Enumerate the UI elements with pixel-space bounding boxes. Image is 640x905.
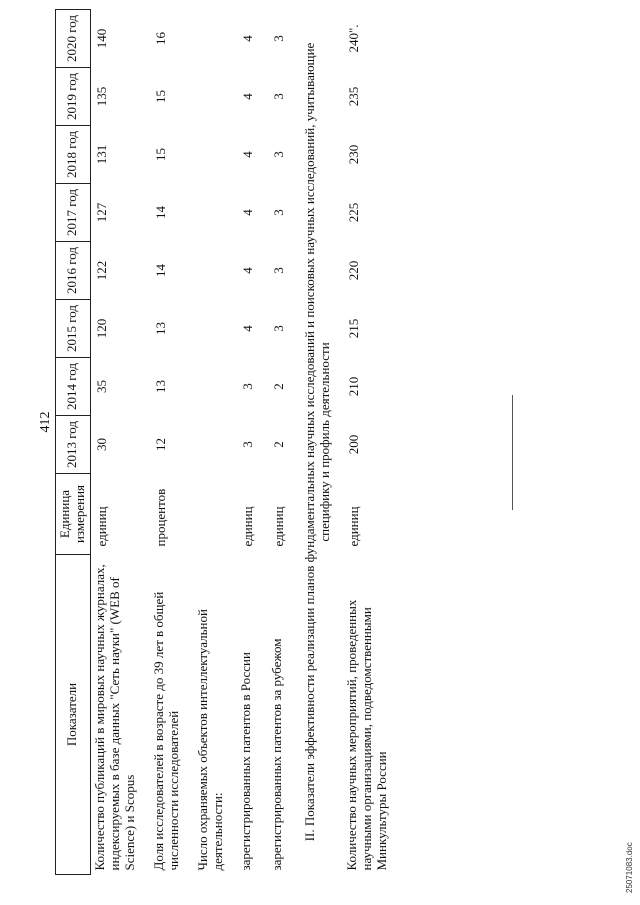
row-label: Количество научных мероприятий, проведенных научными организациями, подведомственными Минкультуры России (344, 599, 390, 871)
header-year-2017: 2017 год (56, 184, 91, 242)
table-header-row (56, 10, 91, 875)
cell-value: 140 (93, 28, 109, 49)
table-row (150, 10, 194, 875)
row-label: зарегистрированных патентов за рубежом (269, 638, 285, 871)
cell-value: 225 (346, 202, 362, 223)
cell-value: 12 (152, 438, 168, 451)
table-row (90, 10, 149, 875)
cell-value (194, 126, 238, 184)
cell-value: 3 (240, 441, 256, 448)
cell-value: 3 (271, 209, 287, 216)
row-unit: единиц (240, 506, 256, 547)
cell-value: 2 (271, 441, 287, 448)
table-row (194, 10, 238, 875)
row-unit: единиц (93, 506, 109, 547)
page-number: 412 (38, 411, 53, 433)
row-label: Число охраняемых объектов интеллектуальной деятельности: (194, 609, 225, 871)
header-year-2020: 2020 год (56, 10, 91, 68)
cell-value: 4 (240, 325, 256, 332)
cell-value: 122 (93, 260, 109, 281)
header-year-2013: 2013 год (56, 416, 91, 474)
cell-value: 3 (271, 325, 287, 332)
cell-value: 35 (93, 380, 109, 393)
table-row (268, 10, 299, 875)
cell-value (194, 68, 238, 126)
row-label: зарегистрированных патентов в России (238, 652, 254, 871)
cell-value: 240". (346, 24, 362, 53)
cell-value (194, 10, 238, 68)
cell-value (194, 184, 238, 242)
cell-value: 4 (240, 209, 256, 216)
cell-value: 4 (240, 151, 256, 158)
cell-value: 200 (346, 434, 362, 455)
cell-value: 4 (240, 267, 256, 274)
cell-value: 3 (240, 383, 256, 390)
cell-value: 127 (93, 202, 109, 223)
header-year-2018: 2018 год (56, 126, 91, 184)
footer-doc-code: 25071083.doc (625, 842, 634, 893)
cell-value: 210 (346, 376, 362, 397)
indicators-table (55, 9, 402, 875)
header-indicator: Показатели (56, 555, 91, 875)
cell-value: 131 (93, 144, 109, 165)
cell-value (194, 300, 238, 358)
cell-value: 4 (240, 35, 256, 42)
cell-value: 14 (152, 264, 168, 277)
header-unit: Единица измерения (56, 474, 91, 555)
header-year-2015: 2015 год (56, 300, 91, 358)
cell-value: 3 (271, 93, 287, 100)
cell-value: 14 (152, 206, 168, 219)
row-unit: единиц (271, 506, 287, 547)
cell-value (194, 358, 238, 416)
cell-value (194, 242, 238, 300)
cell-value: 120 (93, 318, 109, 339)
cell-value: 135 (93, 86, 109, 107)
cell-value: 16 (152, 32, 168, 45)
cell-value: 13 (152, 380, 168, 393)
row-unit: процентов (152, 488, 168, 547)
cell-value: 230 (346, 144, 362, 165)
row-label: Доля исследователей в возрасте до 39 лет в общей численности исследователей (150, 591, 181, 871)
cell-value: 15 (152, 148, 168, 161)
header-year-2016: 2016 год (56, 242, 91, 300)
cell-value: 13 (152, 322, 168, 335)
section-heading: II. Показатели эффективности реализации планов фундаментальных научных исследований и поисковых научных исследований, учитывающие специфику и профиль деятельности (302, 42, 333, 842)
table-row (343, 10, 402, 875)
row-unit (194, 474, 238, 555)
header-year-2019: 2019 год (56, 68, 91, 126)
cell-value (194, 416, 238, 474)
signature-line (512, 395, 513, 510)
cell-value: 3 (271, 267, 287, 274)
section-heading-row (299, 10, 343, 875)
cell-value: 15 (152, 90, 168, 103)
cell-value: 3 (271, 35, 287, 42)
cell-value: 4 (240, 93, 256, 100)
cell-value: 235 (346, 86, 362, 107)
cell-value: 220 (346, 260, 362, 281)
cell-value: 2 (271, 383, 287, 390)
header-year-2014: 2014 год (56, 358, 91, 416)
cell-value: 3 (271, 151, 287, 158)
cell-value: 215 (346, 318, 362, 339)
table-row (237, 10, 268, 875)
row-unit: единиц (346, 506, 362, 547)
row-label: Количество публикаций в мировых научных журналах, индексируемых в базе данных "Сеть науки" (WEB of Science) и Scopus (91, 564, 137, 871)
cell-value: 30 (93, 438, 109, 451)
